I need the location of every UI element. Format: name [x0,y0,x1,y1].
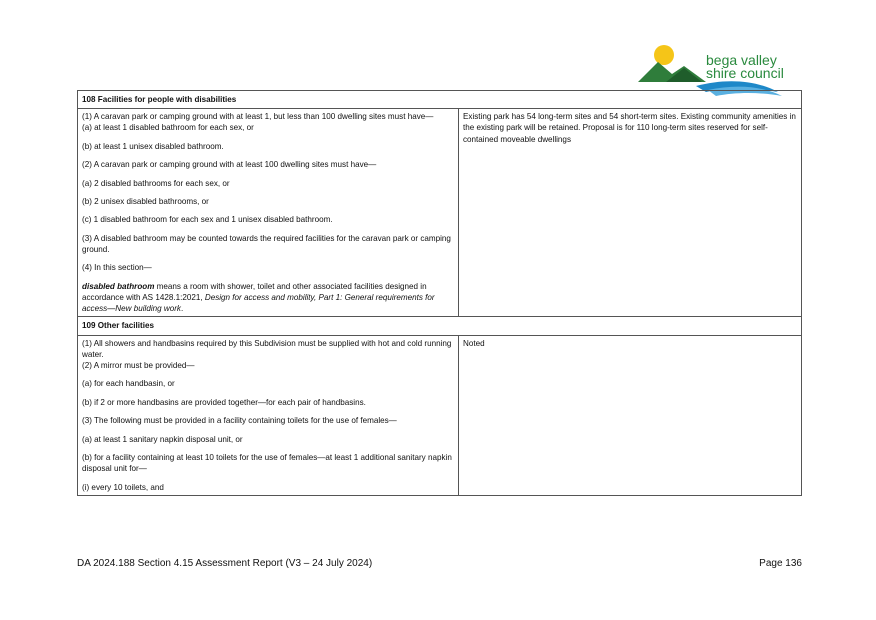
clause-text: (i) every 10 toilets, and [82,482,164,492]
clause-text: (b) for a facility containing at least 10 toilets for the use of females—at least 1 additional sanitary napkin disposal unit for— [82,452,452,474]
clause-text: (3) A disabled bathroom may be counted towards the required facilities for the caravan park or camping ground. [82,233,451,254]
definition-text [82,281,454,315]
clause-text: (4) In this section— [82,263,152,273]
standard-title: Design for access and mobility, Part 1: General requirements for access—New building work [82,292,435,314]
clause-text: (b) at least 1 unisex disabled bathroom. [82,141,224,151]
clause-text: (2) A mirror must be provided— [82,360,195,370]
clause-text: (2) A caravan park or camping ground with at least 100 dwelling sites must have— [82,160,377,170]
clause-text: (a) at least 1 disabled bathroom for each sex, or [82,123,254,133]
clause-text: (1) All showers and handbasins required by this Subdivision must be supplied with hot and cold running water. [82,338,452,359]
sun-shape [654,45,674,65]
clause-text: (a) 2 disabled bathrooms for each sex, or [82,178,230,188]
clause-text: (3) The following must be provided in a facility containing toilets for the use of females— [82,416,397,426]
footer-page-number: Page 136 [759,558,802,569]
clause-text: (1) A caravan park or camping ground with at least 1, but less than 100 dwelling sites must have— [82,112,434,122]
logo-text-line1: bega valley [706,52,777,68]
definition-body: means a room with shower, toilet and other associated facilities designed in accordance with AS 1428.1:2021, [82,281,427,302]
section-heading-row [78,91,802,109]
clause-text: (b) 2 unisex disabled bathrooms, or [82,196,209,206]
definition-end: . [180,304,184,314]
clause-text: (c) 1 disabled bathroom for each sex and 1 unisex disabled bathroom. [82,215,333,225]
logo-text-line2: shire council [706,65,784,81]
requirement-cell [78,109,459,317]
table-row [78,109,802,317]
section-heading: 108 Facilities for people with disabilities [78,91,802,109]
clause-text: (a) at least 1 sanitary napkin disposal unit, or [82,434,243,444]
footer-report-title: DA 2024.188 Section 4.15 Assessment Report (V3 – 24 July 2024) [77,558,373,569]
definition-term: disabled bathroom [82,281,155,291]
section-heading-row [78,317,802,335]
assessment-cell: Noted [459,335,802,495]
assessment-cell: Existing park has 54 long-term sites and 54 short-term sites. Existing community amenities in the existing park will be retained. Proposal is for 110 long-term sites reserved for self- contained moveable dwellings [459,109,802,317]
section-heading: 109 Other facilities [78,317,802,335]
clause-text: (a) for each handbasin, or [82,379,175,389]
requirement-cell [78,335,459,495]
clause-text: (b) if 2 or more handbasins are provided together—for each pair of handbasins. [82,397,366,407]
assessment-table [77,90,802,496]
table-row [78,335,802,495]
